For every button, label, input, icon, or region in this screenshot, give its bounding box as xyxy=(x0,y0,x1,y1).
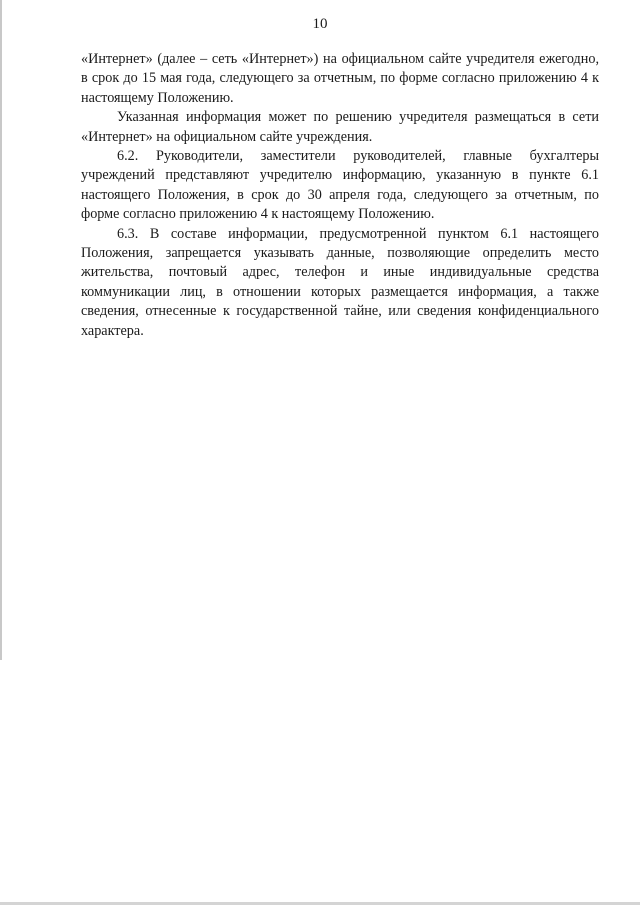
paragraph-clause-6-2: 6.2. Руководители, заместители руководителей, главные бухгалтеры учреждений представляют учредителю информацию, указанную в пункте 6.1 настоящего Положения, в срок до 30 апреля года, следующего за отчетным, по форме согласно приложению 4 к настоящему Положению. xyxy=(81,148,599,223)
paragraph-intro-continuation: «Интернет» (далее – сеть «Интернет») на официальном сайте учредителя ежегодно, в срок до 15 мая года, следующего за отчетным, по форме согласно приложению 4 к настоящему Положению. xyxy=(81,51,599,106)
document-body xyxy=(81,50,599,341)
paragraph-optional-publication: Указанная информация может по решению учредителя размещаться в сети «Интернет» на официальном сайте учреждения. xyxy=(81,109,599,145)
scan-edge-left xyxy=(0,0,2,660)
paragraph-clause-6-3: 6.3. В составе информации, предусмотренной пунктом 6.1 настоящего Положения, запрещается указывать данные, позволяющие определить место жительства, почтовый адрес, телефон и иные индивидуальные средства коммуникации лиц, в отношении которых размещается информация, а также сведения, отнесенные к государственной тайне, или сведения конфиденциального характера. xyxy=(81,225,599,339)
page-number: 10 xyxy=(312,16,328,32)
